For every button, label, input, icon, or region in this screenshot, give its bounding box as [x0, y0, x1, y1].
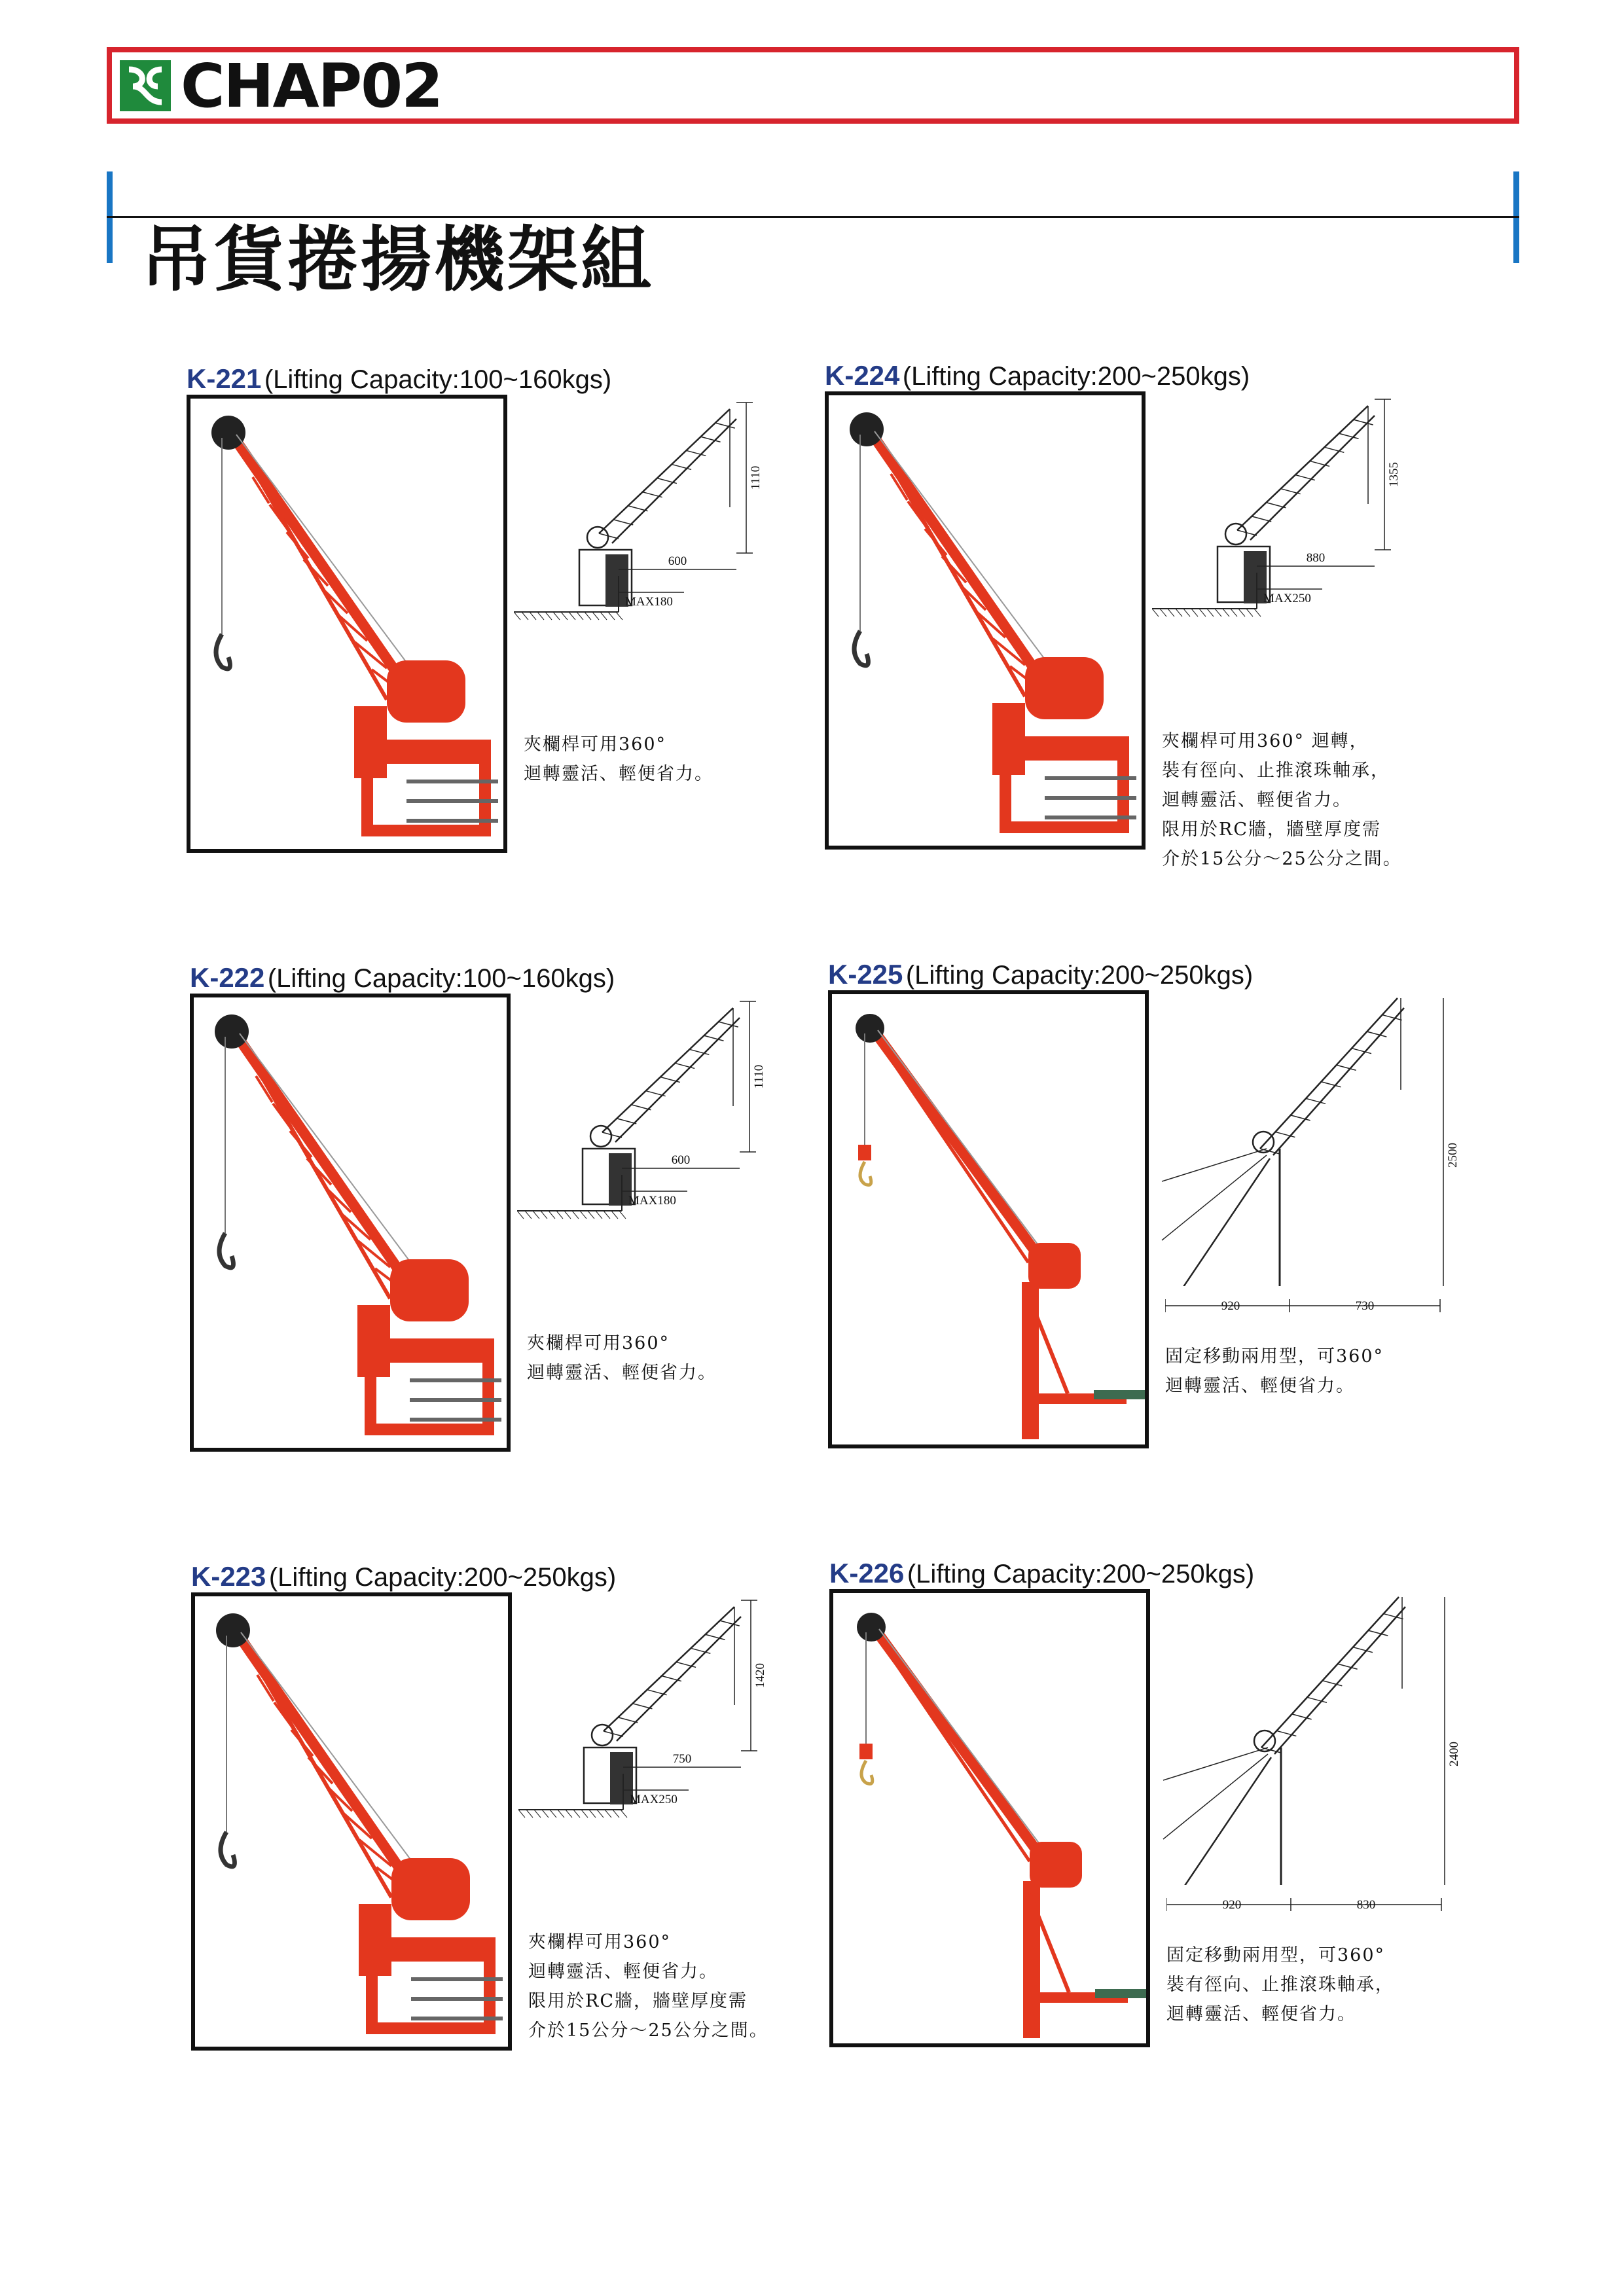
crane-photo	[194, 997, 507, 1448]
description-line: 固定移動兩用型，可360°	[1165, 1346, 1384, 1367]
dim-height-label: 2500	[1446, 1143, 1460, 1168]
dim-clamp-label: MAX180	[628, 1194, 676, 1208]
description-line: 介於15公分～25公分之間。	[528, 2020, 768, 2041]
crane-photo	[833, 1593, 1146, 2043]
description-line: 迴轉靈活、輕便省力。	[524, 764, 713, 784]
product-model: K-222	[190, 962, 265, 993]
product-photo-frame	[828, 990, 1149, 1448]
dimension-diagram	[1155, 978, 1470, 1286]
dim-clamp-label: MAX250	[1263, 592, 1311, 605]
dim-base-right-label: 830	[1356, 1898, 1376, 1912]
product-model: K-223	[191, 1561, 266, 1592]
company-logo-icon	[120, 60, 171, 111]
product-photo-frame	[190, 994, 511, 1452]
dim-reach-label: 750	[672, 1752, 692, 1766]
description-line: 固定移動兩用型，可360°	[1166, 1945, 1386, 1965]
dimension-diagram	[514, 383, 828, 691]
dimension-base	[1166, 1892, 1454, 1924]
product-diagram	[1152, 380, 1466, 687]
description-line: 夾欄桿可用360° 迴轉，	[1162, 731, 1369, 751]
product-k-223	[191, 1561, 846, 2104]
dimension-diagram	[1152, 380, 1466, 687]
description-line: 迴轉靈活、輕便省力。	[1162, 790, 1352, 810]
description-line: 裝有徑向、止推滾珠軸承，	[1166, 1975, 1394, 1995]
crane-photo	[832, 994, 1145, 1444]
dim-height-label: 1110	[752, 1064, 766, 1089]
crane-photo	[829, 395, 1142, 846]
base-dimension-row	[1166, 1892, 1454, 1927]
product-k-224	[825, 360, 1479, 903]
crane-photo	[195, 1596, 508, 2047]
description-line: 限用於RC牆，牆壁厚度需	[1162, 819, 1381, 840]
product-description	[1165, 1342, 1466, 1401]
product-photo-frame	[191, 1592, 512, 2051]
product-photo-frame	[825, 391, 1146, 850]
chapter-title: CHAP02	[181, 51, 442, 121]
dim-clamp-label: MAX250	[630, 1793, 677, 1806]
dimension-diagram	[518, 1581, 833, 1888]
product-k-221	[187, 363, 841, 906]
dim-height-label: 1420	[753, 1663, 767, 1688]
product-capacity: (Lifting Capacity:100~160kgs)	[267, 964, 615, 993]
product-diagram	[1157, 1577, 1471, 1885]
product-model: K-226	[829, 1558, 905, 1588]
dim-height-label: 2400	[1447, 1742, 1461, 1767]
dim-reach-label: 600	[671, 1153, 691, 1167]
description-line: 迴轉靈活、輕便省力。	[1166, 2004, 1356, 2024]
product-capacity: (Lifting Capacity:100~160kgs)	[264, 365, 612, 394]
product-photo-frame	[187, 395, 507, 853]
dim-base-right-label: 730	[1355, 1299, 1375, 1313]
product-diagram	[517, 982, 831, 1289]
description-line: 夾欄桿可用360°	[528, 1932, 672, 1952]
product-description	[528, 1928, 829, 2045]
product-model: K-221	[187, 363, 262, 394]
dim-reach-label: 600	[668, 554, 687, 568]
dim-base-left-label: 920	[1221, 1299, 1240, 1313]
description-line: 限用於RC牆，牆壁厚度需	[528, 1991, 748, 2011]
dim-height-label: 1355	[1387, 462, 1401, 487]
base-dimension-row	[1165, 1293, 1453, 1328]
dim-base-left-label: 920	[1222, 1898, 1242, 1912]
description-line: 夾欄桿可用360°	[524, 734, 667, 755]
description-line: 迴轉靈活、輕便省力。	[528, 1962, 718, 1982]
product-k-226	[829, 1558, 1484, 2101]
product-capacity: (Lifting Capacity:200~250kgs)	[902, 362, 1250, 391]
description-line: 迴轉靈活、輕便省力。	[1165, 1376, 1355, 1396]
chapter-header-bar	[107, 47, 1519, 124]
product-capacity: (Lifting Capacity:200~250kgs)	[907, 1560, 1255, 1588]
product-description	[527, 1329, 828, 1388]
crane-photo	[190, 399, 503, 849]
description-line: 介於15公分～25公分之間。	[1162, 849, 1402, 869]
product-k-222	[190, 962, 844, 1505]
dim-reach-label: 880	[1306, 551, 1326, 565]
product-diagram	[1155, 978, 1470, 1286]
product-model: K-225	[828, 959, 903, 990]
product-capacity: (Lifting Capacity:200~250kgs)	[905, 961, 1254, 990]
dimension-diagram	[517, 982, 831, 1289]
product-description	[1162, 726, 1463, 874]
product-capacity: (Lifting Capacity:200~250kgs)	[268, 1563, 617, 1592]
dimension-base	[1165, 1293, 1453, 1325]
section-title: 吊貨捲揚機架組	[141, 219, 655, 301]
description-line: 裝有徑向、止推滾珠軸承，	[1162, 761, 1390, 781]
product-model: K-224	[825, 360, 900, 391]
dim-height-label: 1110	[749, 465, 763, 490]
dim-clamp-label: MAX180	[625, 595, 673, 609]
dimension-diagram	[1157, 1577, 1471, 1885]
product-photo-frame	[829, 1589, 1150, 2047]
description-line: 夾欄桿可用360°	[527, 1333, 670, 1354]
product-k-225	[828, 959, 1483, 1502]
product-diagram	[514, 383, 828, 691]
product-description	[1166, 1941, 1468, 2029]
description-line: 迴轉靈活、輕便省力。	[527, 1363, 717, 1383]
product-description	[524, 730, 825, 789]
product-diagram	[518, 1581, 833, 1888]
